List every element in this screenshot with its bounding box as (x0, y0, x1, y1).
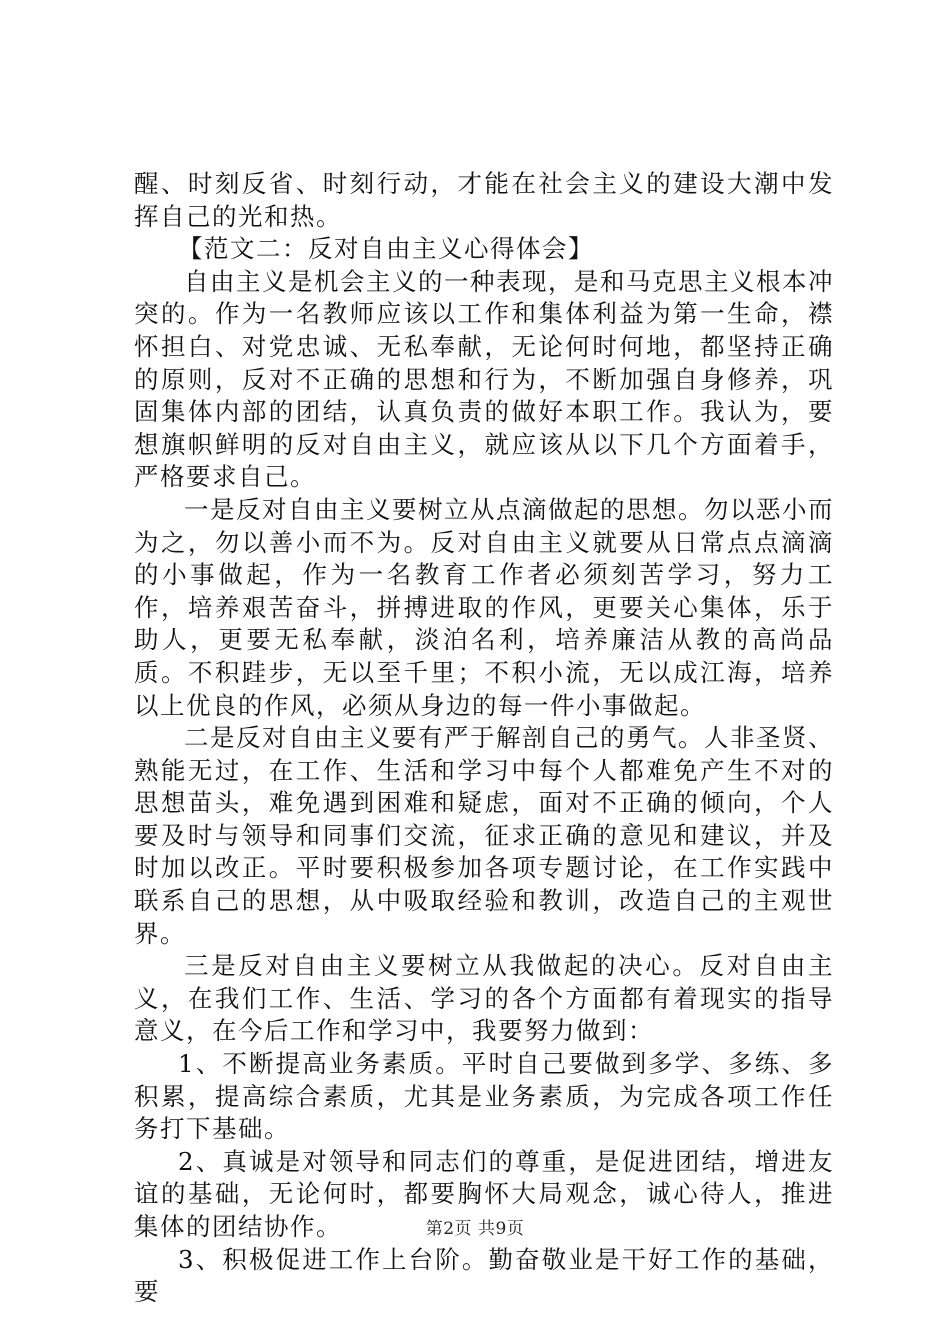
section-heading: 【范文二：反对自由主义心得体会】 (178, 234, 594, 264)
list-item-2: 2、真诚是对领导和同志们的尊重，是促进团结，增进友谊的基础，无论何时，都要胸怀大局观念，诚心待人，推进集体的团结协作。 (134, 1146, 834, 1241)
page-footer: 第2页 共9页 (425, 1219, 525, 1239)
paragraph-point-one: 一是反对自由主义要树立从点滴做起的思想。勿以恶小而为之，勿以善小而不为。反对自由主义就要从日常点点滴滴的小事做起，作为一名教育工作者必须刻苦学习，努力工作，培养艰苦奋斗，拼搏进取的作风，更要关心集体，乐于助人，更要无私奉献，淡泊名利，培养廉洁从教的高尚品质。不积跬步，无以至千里；不积小流，无以成江海，培养以上优良的作风，必须从身边的每一件小事做起。 (134, 494, 834, 720)
list-item-1: 1、不断提高业务素质。平时自己要做到多学、多练、多积累，提高综合素质，尤其是业务素质，为完成各项工作任务打下基础。 (134, 1049, 834, 1144)
paragraph-intro: 自由主义是机会主义的一种表现，是和马克思主义根本冲突的。作为一名教师应该以工作和集体利益为第一生命，襟怀担白、对党忠诚、无私奉献，无论何时何地，都坚持正确的原则，反对不正确的思想和行为，不断加强自身修养，巩固集体内部的团结，认真负责的做好本职工作。我认为，要想旗帜鲜明的反对自由主义，就应该从以下几个方面着手，严格要求自己。 (134, 266, 834, 492)
list-item-3: 3、积极促进工作上台阶。勤奋敬业是干好工作的基础，要 (134, 1244, 834, 1307)
paragraph-point-two: 二是反对自由主义要有严于解剖自己的勇气。人非圣贤、熟能无过，在工作、生活和学习中每个人都难免产生不对的思想苗头，难免遇到困难和疑虑，面对不正确的倾向，个人要及时与领导和同事们交流，征求正确的意见和建议，并及时加以改正。平时要积极参加各项专题讨论，在工作实践中联系自己的思想，从中吸取经验和教训，改造自己的主观世界。 (134, 723, 834, 948)
paragraph-point-three: 三是反对自由主义要树立从我做起的决心。反对自由主义，在我们工作、生活、学习的各个方面都有着现实的指导意义，在今后工作和学习中，我要努力做到： (134, 951, 834, 1046)
document-body (134, 168, 834, 1309)
paragraph-continuation: 醒、时刻反省、时刻行动，才能在社会主义的建设大潮中发挥自己的光和热。 (134, 169, 834, 231)
